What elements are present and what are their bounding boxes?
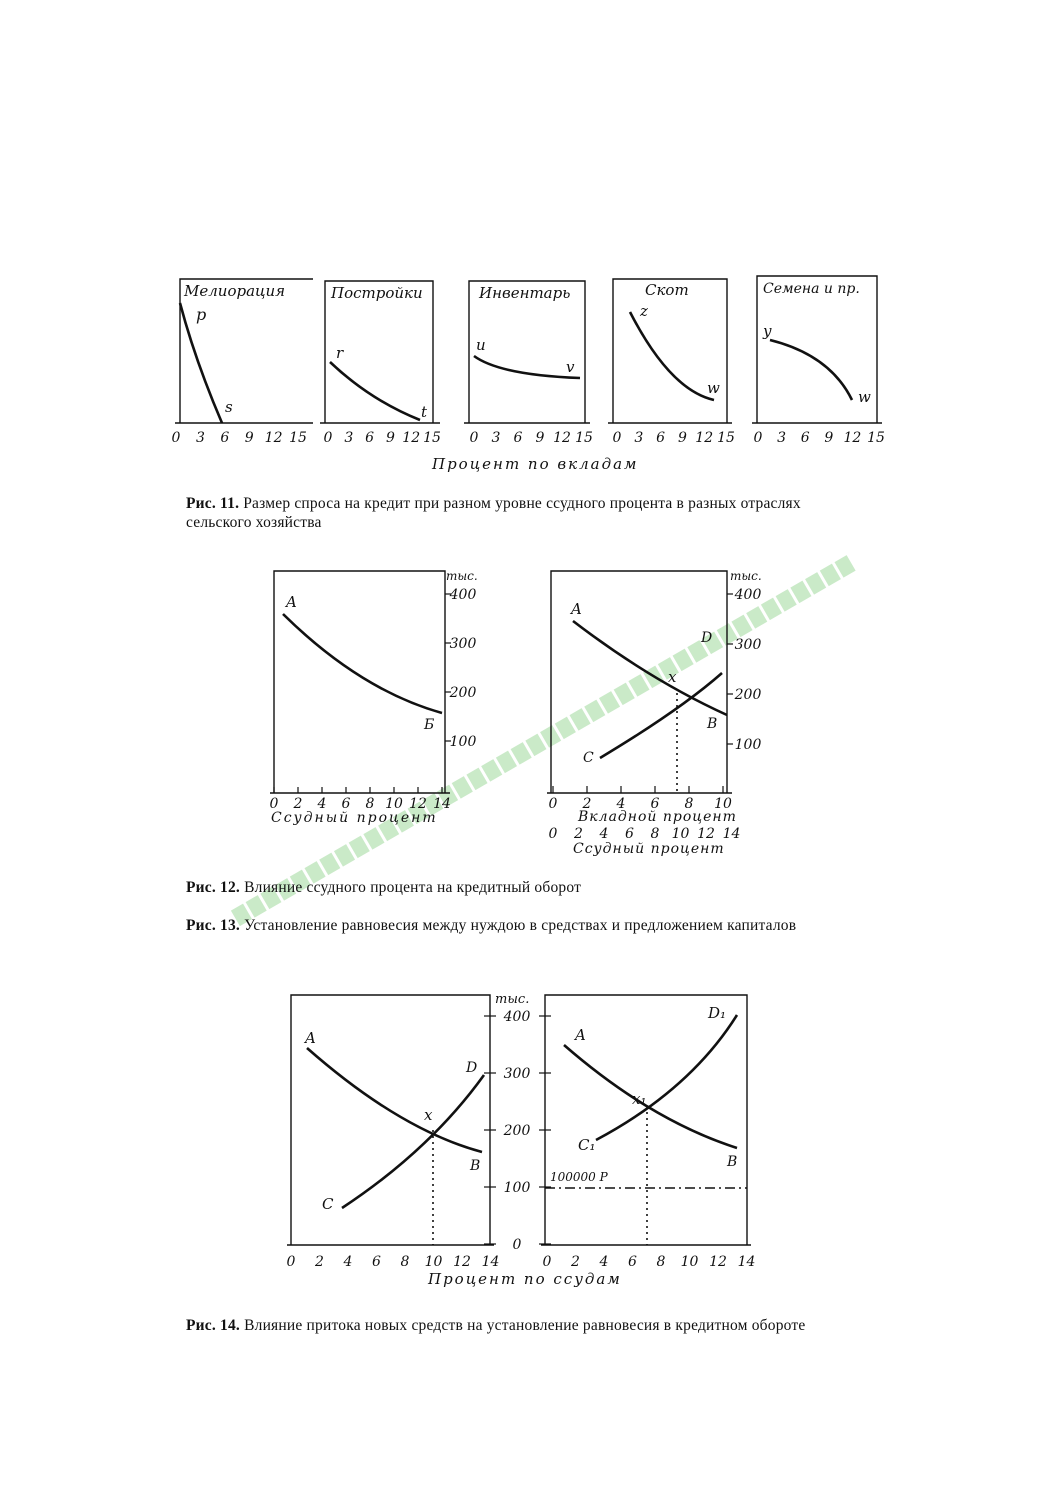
- fig13-loan-tick-label: 0: [548, 826, 558, 842]
- fig14-right-x-tick-label: 6: [628, 1254, 637, 1270]
- fig13-loan-tick-label: 14: [722, 826, 741, 842]
- fig14-x-ticks-left: [287, 1254, 500, 1270]
- fig12-y-tick-label: 100: [449, 734, 477, 750]
- fig14-y-ticks: [484, 1009, 551, 1253]
- fig13-loan-tick-label: 10: [671, 826, 690, 842]
- fig14-y-tick-label: 300: [503, 1066, 531, 1082]
- fig14-left-label-x: x: [424, 1106, 433, 1124]
- fig11-label-w1: w: [707, 379, 720, 397]
- fig12-y-tick-label: 300: [449, 636, 477, 652]
- fig14-right-label-d1: D₁: [708, 1004, 727, 1022]
- fig14-left-label-d: D: [466, 1060, 478, 1076]
- fig13-xlabel-loan: Ссудный процент: [573, 841, 725, 857]
- fig12-x-tick-label: 12: [409, 796, 427, 812]
- fig11-panel-5-title: Семена и пр.: [763, 281, 860, 297]
- fig11-panel-5-tick: 6: [800, 430, 810, 446]
- fig13-xlabel-deposit: Вкладной процент: [578, 809, 737, 825]
- fig14-left-x-tick-label: 14: [481, 1254, 500, 1270]
- fig12-label-a: A: [286, 593, 297, 611]
- fig14-left-x-tick-label: 4: [343, 1254, 353, 1270]
- fig14-y-tick-label: 0: [512, 1237, 522, 1253]
- fig14-left-x-tick-label: 2: [315, 1254, 324, 1270]
- fig12-label-b: Б: [424, 717, 435, 733]
- fig12-x-tick-label: 8: [365, 796, 375, 812]
- fig11-panel-1-tick: 12: [264, 430, 283, 446]
- fig11-panel-3-tick: 0: [469, 430, 479, 446]
- fig13-label-d: D: [701, 630, 713, 646]
- fig14-right-x-tick-label: 2: [571, 1254, 580, 1270]
- fig14-xlabel: Процент по ссудам: [428, 1270, 622, 1288]
- fig11-panel-1-title: Мелиорация: [184, 282, 286, 300]
- fig12-x-tick-label: 2: [293, 796, 303, 812]
- fig11-panel-2-tick: 9: [385, 430, 395, 446]
- fig11-panel-5-tick: 3: [777, 430, 787, 446]
- fig11-panel-5-tick: 9: [824, 430, 834, 446]
- fig11-label-y: y: [763, 322, 772, 340]
- fig11-panel-4-tick: 15: [717, 430, 735, 446]
- fig11-panel-5-tick: 15: [867, 430, 885, 446]
- fig14-right-label-x1: x₁: [632, 1090, 647, 1108]
- fig11-label-v: v: [566, 358, 575, 376]
- fig13-loan-tick-label: 12: [697, 826, 715, 842]
- fig14-right-x-tick-label: 0: [542, 1254, 552, 1270]
- fig11-panel-4-tick: 9: [677, 430, 687, 446]
- fig14-x-ticks-right: [543, 1254, 756, 1270]
- fig14-right-x-tick-label: 8: [656, 1254, 666, 1270]
- fig11-panel-4-tick: 12: [695, 430, 714, 446]
- fig11-panel-3-title: Инвентарь: [479, 284, 571, 302]
- fig11-label-w2: w: [858, 388, 871, 406]
- fig12-caption-text: Влияние ссудного процента на кредитный оборот: [244, 879, 582, 896]
- fig11-panel-4-tick: 6: [656, 430, 666, 446]
- fig11-panel-4-tick: 3: [634, 430, 644, 446]
- fig11-panel-1-tick: 0: [171, 430, 181, 446]
- fig13-loan-tick-label: 8: [650, 826, 660, 842]
- fig14-left-x-tick-label: 12: [453, 1254, 471, 1270]
- fig13-label-c: C: [583, 750, 594, 766]
- fig11-panel-5-tick: 0: [753, 430, 763, 446]
- fig14-unit: тыс.: [495, 992, 530, 1007]
- fig11-panel-3-tick: 15: [575, 430, 593, 446]
- fig14-right-curve-c1-d1: [596, 1015, 737, 1140]
- fig13-label-b: B: [707, 716, 718, 732]
- fig14-caption: [186, 1316, 866, 1335]
- fig14-right-label-a: A: [575, 1026, 586, 1044]
- fig12-xlabel: Ссудный процент: [271, 810, 438, 826]
- fig14-right-x-tick-label: 12: [709, 1254, 727, 1270]
- fig13-y-tick-label: 200: [734, 687, 762, 703]
- fig14-y-tick-label: 400: [503, 1009, 531, 1025]
- fig14-right-line-label: 100000 Р: [550, 1170, 608, 1184]
- fig12-x-tick-label: 14: [433, 796, 451, 812]
- fig12-x-tick-label: 6: [341, 796, 351, 812]
- fig11-caption-label: Рис. 11.: [186, 495, 240, 512]
- fig11-panel-3-tick: 12: [553, 430, 571, 446]
- fig13-deposit-tick-label: 4: [616, 796, 626, 812]
- fig13-deposit-tick-label: 2: [582, 796, 592, 812]
- fig12-y-tick-label: 200: [449, 685, 477, 701]
- fig14-left-label-c: C: [322, 1195, 334, 1213]
- fig11-panel-1-tick: 9: [244, 430, 254, 446]
- fig13-caption-text: Установление равновесия между нуждою в средствах и предложением капиталов: [244, 917, 797, 934]
- fig11-panel-1-tick: 3: [195, 430, 205, 446]
- fig12-x-tick-label: 10: [385, 796, 403, 812]
- fig14-left-x-tick-label: 8: [400, 1254, 410, 1270]
- fig11-label-s: s: [225, 398, 233, 416]
- fig11-panel-2-tick: 15: [423, 430, 441, 446]
- fig11-panel-3-tick: 9: [535, 430, 545, 446]
- fig11-panel-2-tick: 3: [344, 430, 354, 446]
- fig12-x-tick-label: 0: [269, 796, 279, 812]
- fig13-deposit-tick-label: 6: [650, 796, 660, 812]
- fig11-panel-2-title: Постройки: [331, 284, 423, 302]
- fig14-caption-text: Влияние притока новых средств на установление равновесия в кредитном обороте: [244, 1317, 806, 1334]
- fig14-left-curve-a-b: [307, 1048, 482, 1152]
- fig11-label-u: u: [476, 336, 486, 354]
- fig14-right-x-tick-label: 4: [599, 1254, 609, 1270]
- fig13-deposit-tick-label: 8: [684, 796, 694, 812]
- fig14-left-curve-c-d: [342, 1075, 484, 1208]
- fig13-deposit-tick-label: 10: [714, 796, 732, 812]
- fig14-right-x-tick-label: 14: [737, 1254, 756, 1270]
- fig14-y-tick-label: 200: [503, 1123, 531, 1139]
- fig11-panel-5-tick: 12: [843, 430, 862, 446]
- fig11-xlabel: Процент по вкладам: [432, 455, 639, 473]
- fig12-unit: тыс.: [446, 569, 478, 583]
- fig11-caption-text: Размер спроса на кредит при разном уровне ссудного процента в разных отраслях сельского хозяйства: [186, 495, 801, 531]
- fig13-y-tick-label: 100: [734, 737, 762, 753]
- fig11-label-r: r: [336, 344, 344, 362]
- fig11-panel-4-title: Скот: [645, 281, 689, 299]
- fig14-left-label-b: B: [470, 1158, 481, 1174]
- fig11-panel-2-tick: 6: [365, 430, 375, 446]
- fig11-panel-1-tick: 15: [289, 430, 307, 446]
- fig14-left-x-tick-label: 0: [286, 1254, 296, 1270]
- fig14-y-tick-label: 100: [503, 1180, 531, 1196]
- fig13-unit: тыс.: [730, 569, 762, 583]
- fig14-left-x-tick-label: 6: [372, 1254, 381, 1270]
- fig11-label-p: p: [196, 305, 207, 324]
- fig13-label-a: A: [571, 600, 582, 618]
- fig11-panel-2-tick: 0: [323, 430, 333, 446]
- fig11-panel-2-tick: 12: [402, 430, 421, 446]
- fig11-panel-3-tick: 3: [491, 430, 501, 446]
- fig13-label-x: x: [668, 668, 677, 686]
- fig11-label-z: z: [640, 302, 648, 320]
- fig14-right-curve-a-b: [564, 1045, 737, 1148]
- fig13-deposit-tick-label: 0: [548, 796, 558, 812]
- fig14-right-label-b: B: [727, 1154, 738, 1170]
- fig13-loan-tick-label: 6: [625, 826, 634, 842]
- fig13-y-tick-label: 300: [734, 637, 762, 653]
- fig13-loan-tick-label: 2: [574, 826, 583, 842]
- fig13-caption-label: Рис. 13.: [186, 917, 241, 934]
- fig12-y-tick-label: 400: [449, 587, 477, 603]
- fig14-caption-label: Рис. 14.: [186, 1317, 241, 1334]
- fig12-x-tick-label: 4: [317, 796, 327, 812]
- fig14-right-x-tick-label: 10: [680, 1254, 699, 1270]
- fig11-label-t: t: [421, 403, 428, 421]
- fig13-y-tick-label: 400: [734, 587, 762, 603]
- fig14-left-label-a: A: [305, 1029, 316, 1047]
- fig13-loan-tick-label: 4: [599, 826, 609, 842]
- fig12-caption-label: Рис. 12.: [186, 879, 241, 896]
- fig11-panel-3-tick: 6: [513, 430, 523, 446]
- fig14-right-label-c1: C₁: [578, 1136, 596, 1154]
- fig11-panel-4-tick: 0: [612, 430, 622, 446]
- fig14-left-x-tick-label: 10: [424, 1254, 443, 1270]
- fig11-panel-1-tick: 6: [220, 430, 230, 446]
